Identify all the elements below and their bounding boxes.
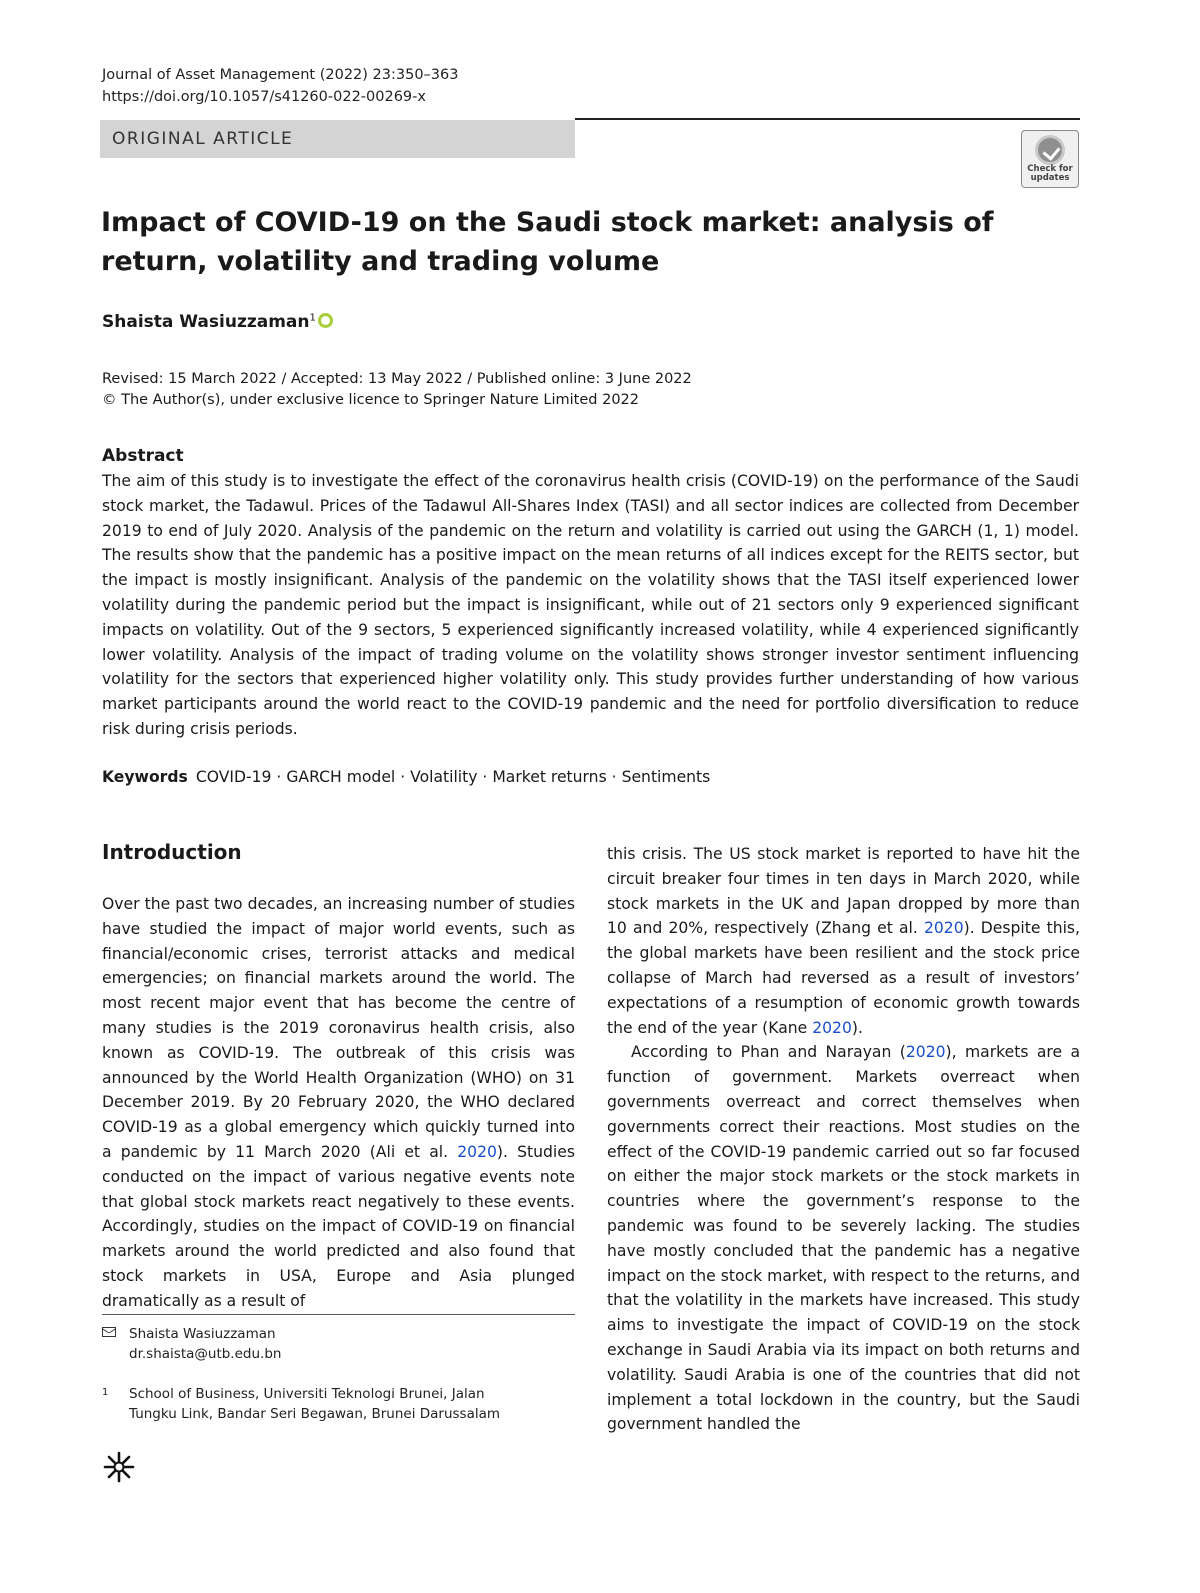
date-history: Revised: 15 March 2022 / Accepted: 13 May 2022 / Published online: 3 June 2022	[102, 371, 692, 387]
intro-paragraph-continued	[607, 842, 1080, 1040]
publication-dates	[102, 369, 692, 411]
intro-text: ), markets are a function of government. Markets overreact when governments overreact and correct themselves when governments correct their reactions. Most studies on the effect of the COVID-19 pandemic carried out so far focused on either the major stock markets or the stock markets in countries where the government’s response to the pandemic was found to be severely lacking. The studies have mostly concluded that the pandemic has a negative impact on the stock market, with respect to the returns, and that the volatility in the markets have increased. This study aims to investigate the impact of COVID-19 on the stock exchange in Saudi Arabia via its impact on both returns and volatility. Saudi Arabia is one of the countries that did not implement a total lockdown in the country, but the Saudi government handled the	[607, 1043, 1081, 1434]
orcid-icon[interactable]	[318, 313, 333, 328]
author-affiliation-mark: 1	[309, 312, 316, 324]
affiliation-line: Tungku Link, Bandar Seri Begawan, Brunei Darussalam	[129, 1406, 501, 1422]
citation-link[interactable]: 2020	[923, 919, 964, 938]
keywords-line	[102, 768, 710, 786]
intro-text: Over the past two decades, an increasing number of studies have studied the impact of major world events, such as financial/economic crises, terrorist attacks and medical emergencies; on financial markets around the world. The most recent major event that has become the centre of many studies is the 2019 coronavirus health crisis, also known as COVID-19. The outbreak of this crisis was announced by the World Health Organization (WHO) on 31 December 2019. By 20 February 2020, the WHO declared COVID-19 as a global emergency which quickly turned into a pandemic by 11 March 2020 (Ali et al.	[102, 895, 575, 1161]
affiliation-line: School of Business, Universiti Teknologi Brunei, Jalan	[129, 1386, 485, 1402]
article-title: Impact of COVID-19 on the Saudi stock market: analysis of return, volatility and trading volume	[101, 207, 994, 277]
springer-horse-icon	[102, 1450, 136, 1484]
journal-citation: Journal of Asset Management (2022) 23:350–363	[102, 67, 459, 83]
intro-text: ).	[851, 1018, 863, 1037]
author-line	[102, 312, 333, 332]
check-for-updates-label: Check for updates	[1027, 164, 1073, 183]
right-column	[607, 842, 1080, 1437]
envelope-icon	[102, 1327, 116, 1337]
author-name: Shaista Wasiuzzaman	[102, 312, 310, 332]
intro-text: ). Studies conducted on the impact of various negative events note that global stock markets react negatively to these events. Accordingly, studies on the impact of COVID-19 on financial markets around the world predicted and also found that stock markets in USA, Europe and Asia plunged dramatically as a result of	[102, 1142, 575, 1310]
affiliation-mark: 1	[102, 1387, 109, 1398]
header-rule	[575, 118, 1080, 120]
doi-link[interactable]: https://doi.org/10.1057/s41260-022-00269-x	[102, 89, 426, 105]
left-column	[102, 892, 575, 1314]
corresponding-author-email[interactable]: dr.shaista@utb.edu.bn	[129, 1346, 282, 1362]
citation-link[interactable]: 2020	[812, 1018, 852, 1037]
intro-paragraph-1	[102, 892, 575, 1314]
journal-meta	[102, 64, 458, 108]
article-type-banner: ORIGINAL ARTICLE	[100, 120, 575, 158]
copyright-line: © The Author(s), under exclusive licence to Springer Nature Limited 2022	[102, 392, 639, 408]
intro-text: According to Phan and Narayan (	[631, 1043, 906, 1062]
corresponding-author-name: Shaista Wasiuzzaman	[129, 1326, 276, 1342]
check-for-updates-icon	[1035, 135, 1065, 165]
affiliation	[129, 1384, 500, 1424]
keywords-list: COVID-19 · GARCH model · Volatility · Market returns · Sentiments	[195, 768, 711, 786]
intro-text: this crisis. The US stock market is reported to have hit the circuit breaker four times in ten days in March 2020, while stock markets in the UK and Japan dropped by more than 10 and 20%, respectively (Zhang et al.	[607, 845, 1080, 938]
citation-link[interactable]: 2020	[905, 1043, 946, 1062]
introduction-heading: Introduction	[102, 840, 242, 864]
intro-paragraph-2	[607, 1040, 1080, 1437]
abstract-text: The aim of this study is to investigate the effect of the coronavirus health crisis (COVID-19) on the performance of the Saudi stock market, the Tadawul. Prices of the Tadawul All-Shares Index (TASI) and all sector indices are collected from December 2019 to end of July 2020. Analysis of the pandemic on the return and volatility is carried out using the GARCH (1, 1) model. The results show that the pandemic has a positive impact on the mean returns of all indices except for the REITS sector, but the impact is mostly insignificant. Analysis of the pandemic on the volatility shows that the TASI itself experienced lower volatility during the pandemic period but the impact is insignificant, while out of 21 sectors only 9 experienced significant impacts on volatility. Out of the 9 sectors, 5 experienced significantly increased volatility, while 4 experienced significantly lower volatility. Analysis of the impact of trading volume on the volatility shows stronger investor sentiment influencing volatility for the sectors that experienced higher volatility only. This study provides further understanding of how various market participants around the world react to the COVID-19 pandemic and the need for portfolio diversification to reduce risk during crisis periods.	[102, 472, 1079, 738]
check-for-updates-badge[interactable]	[1021, 130, 1079, 188]
citation-link[interactable]: 2020	[457, 1142, 497, 1161]
keywords-label: Keywords	[102, 768, 188, 786]
intro-text: ). Despite this, the global markets have been resilient and the stock price collapse of March had reversed as a result of investors’ expectations of a resumption of economic growth towards the end of the year (Kane	[607, 919, 1081, 1037]
abstract-heading: Abstract	[102, 446, 184, 466]
corresponding-author	[129, 1324, 281, 1364]
footnote-rule	[102, 1314, 575, 1315]
